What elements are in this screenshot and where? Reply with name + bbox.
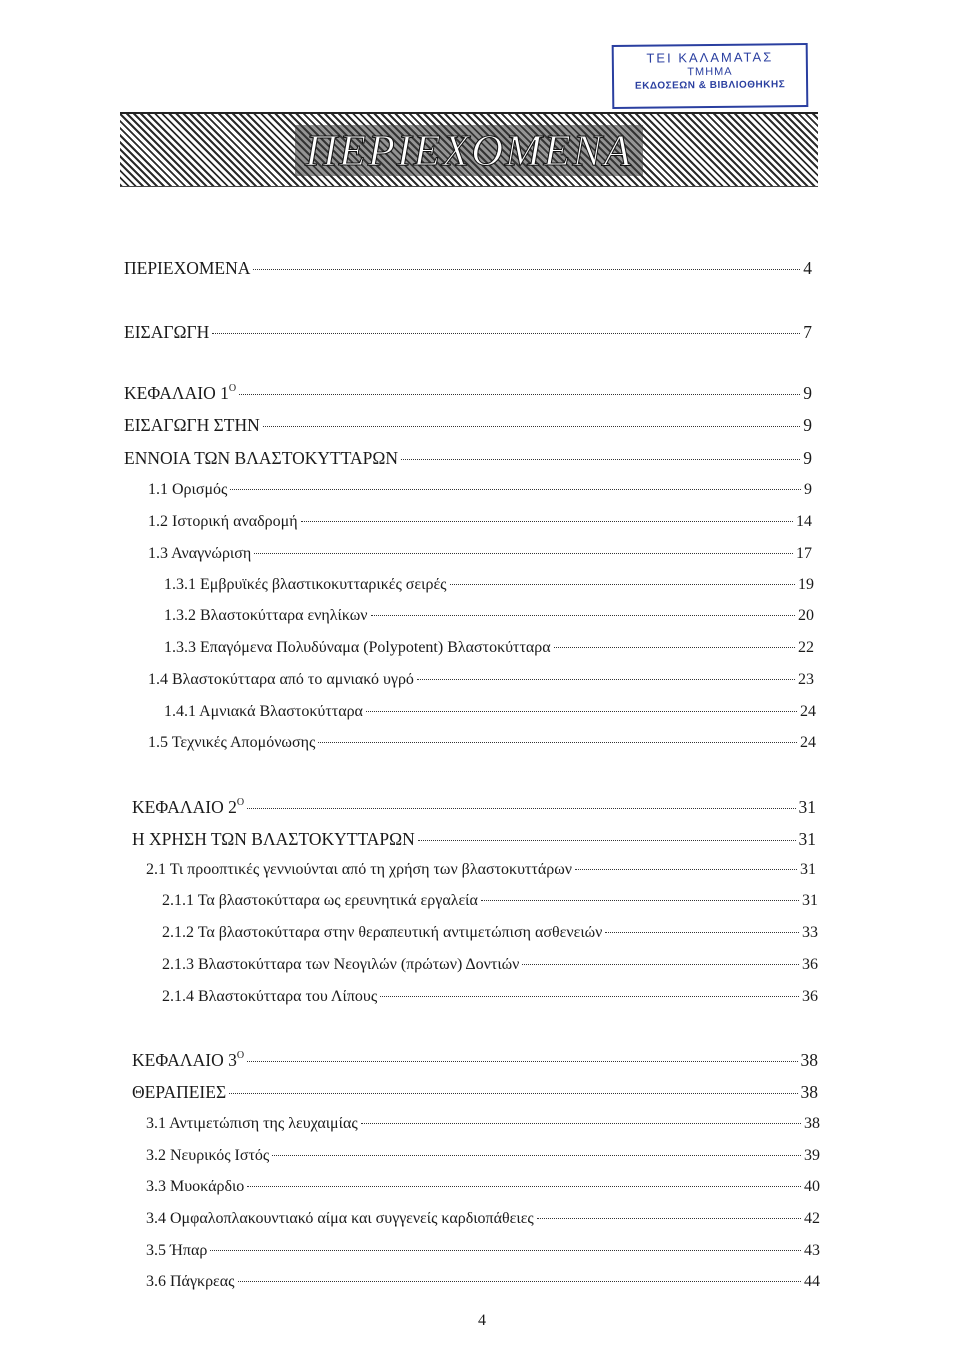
library-stamp xyxy=(612,43,809,109)
dot-leader xyxy=(230,489,801,490)
toc-entry-label xyxy=(132,1050,244,1070)
toc-entry-text: ΕΝΝΟΙΑ ΤΩΝ ΒΛΑΣΤΟΚΥΤΤΑΡΩΝ xyxy=(124,448,399,468)
toc-entry-page: 38 xyxy=(804,1115,820,1132)
toc-entry xyxy=(124,322,812,342)
toc-entry-page: 39 xyxy=(804,1147,820,1164)
toc-entry-page: 22 xyxy=(798,639,814,656)
toc-entry-label xyxy=(148,733,315,753)
toc-entry-text: ΚΕΦΑΛΑΙΟ 2 xyxy=(132,797,237,817)
toc-entry-page: 36 xyxy=(802,988,818,1005)
toc-entry-text: 3.4 Ομφαλοπλακουντιακό αίμα και συγγενείς καρδιοπάθειες xyxy=(146,1210,534,1227)
toc-entry-label xyxy=(146,1209,534,1229)
stamp-line-1: ΤΕΙ ΚΑΛΑΜΑΤΑΣ xyxy=(646,49,774,66)
dot-leader xyxy=(253,269,800,270)
dot-leader xyxy=(401,459,800,460)
toc-entry-label xyxy=(132,797,244,817)
toc-entry xyxy=(124,415,812,435)
dot-leader xyxy=(239,394,800,395)
dot-leader xyxy=(210,1250,801,1251)
toc-entry-page: 9 xyxy=(804,481,812,498)
toc-entry-page: 20 xyxy=(798,607,814,624)
dot-leader xyxy=(366,711,797,712)
toc-entry-page: 9 xyxy=(803,383,812,403)
toc-entry-label xyxy=(162,987,377,1007)
dot-leader xyxy=(318,742,797,743)
toc-entry-text: 1.4.1 Αμνιακά Βλαστοκύτταρα xyxy=(164,703,363,720)
dot-leader xyxy=(212,333,800,334)
dot-leader xyxy=(481,900,799,901)
toc-entry xyxy=(162,955,818,975)
toc-entry-text: 2.1.1 Τα βλαστοκύτταρα ως ερευνητικά εργαλεία xyxy=(162,892,478,909)
toc-entry-page: 44 xyxy=(804,1273,820,1290)
toc-entry-page: 31 xyxy=(802,892,818,909)
toc-entry-label xyxy=(148,544,251,564)
toc-entry-text: 2.1 Τι προοπτικές γεννιούνται από τη χρήση των βλαστοκυττάρων xyxy=(146,861,572,878)
toc-entry xyxy=(124,258,812,278)
toc-entry-page: 42 xyxy=(804,1210,820,1227)
toc-entry xyxy=(148,480,812,500)
toc-entry xyxy=(162,923,818,943)
toc-entry-text: 3.6 Πάγκρεας xyxy=(146,1273,235,1290)
banner-title: ΠΕΡΙΕΧΟΜΕΝΑ xyxy=(295,125,642,176)
toc-entry xyxy=(148,733,816,753)
title-banner xyxy=(120,112,818,187)
dot-leader xyxy=(361,1123,801,1124)
toc-entry-page: 23 xyxy=(798,671,814,688)
dot-leader xyxy=(418,840,796,841)
toc-entry-label xyxy=(164,575,447,595)
dot-leader xyxy=(272,1155,801,1156)
toc-entry-label xyxy=(148,480,227,500)
toc-entry-label xyxy=(162,955,519,975)
toc-entry-label xyxy=(162,923,602,943)
toc-entry-page: 19 xyxy=(798,576,814,593)
toc-entry-label xyxy=(124,322,209,342)
toc-entry-page: 36 xyxy=(802,956,818,973)
dot-leader xyxy=(522,964,799,965)
toc-entry-page: 4 xyxy=(803,258,812,278)
toc-entry-text: ΚΕΦΑΛΑΙΟ 3 xyxy=(132,1050,237,1070)
toc-entry-page: 43 xyxy=(804,1242,820,1259)
toc-entry xyxy=(146,1272,820,1292)
toc-entry xyxy=(132,797,816,817)
toc-entry-page: 31 xyxy=(800,861,816,878)
toc-entry-text: 3.2 Νευρικός Ιστός xyxy=(146,1147,270,1164)
toc-entry-text: 2.1.3 Βλαστοκύτταρα των Νεογιλών (πρώτων) Δοντιών xyxy=(162,956,520,973)
toc-entry-label xyxy=(148,512,298,532)
toc-entry xyxy=(164,638,814,658)
dot-leader xyxy=(417,679,795,680)
dot-leader xyxy=(605,932,799,933)
toc-entry-page: 38 xyxy=(800,1082,818,1102)
toc-entry-superscript: Ο xyxy=(236,1050,245,1061)
dot-leader xyxy=(247,808,795,809)
toc-entry-label xyxy=(146,1272,235,1292)
dot-leader xyxy=(380,996,799,997)
toc-entry-label xyxy=(124,448,398,468)
toc-entry-label xyxy=(132,1082,226,1102)
toc-entry-page: 24 xyxy=(800,703,816,720)
toc-entry-label xyxy=(164,702,363,722)
toc-entry-label xyxy=(124,415,260,435)
toc-entry-label xyxy=(146,1146,269,1166)
toc-entry-label xyxy=(124,258,250,278)
dot-leader xyxy=(247,1061,797,1062)
dot-leader xyxy=(247,1186,801,1187)
dot-leader xyxy=(254,553,793,554)
toc-entry xyxy=(132,829,816,849)
toc-entry-text: ΕΙΣΑΓΩΓΗ xyxy=(124,322,210,342)
dot-leader xyxy=(371,615,795,616)
toc-entry-label xyxy=(148,670,414,690)
toc-entry xyxy=(164,702,816,722)
dot-leader xyxy=(554,647,795,648)
toc-entry-superscript: Ο xyxy=(236,797,245,808)
toc-entry-label xyxy=(164,606,368,626)
dot-leader xyxy=(238,1281,802,1282)
toc-entry-page: 24 xyxy=(800,734,816,751)
toc-entry-page: 17 xyxy=(796,545,812,562)
toc-entry-label xyxy=(146,860,572,880)
toc-entry-label xyxy=(146,1177,244,1197)
toc-entry xyxy=(148,512,812,532)
toc-entry-page: 40 xyxy=(804,1178,820,1195)
toc-entry-label xyxy=(146,1114,358,1134)
toc-entry-text: 1.3.3 Επαγόμενα Πολυδύναμα (Polypotent) Βλαστοκύτταρα xyxy=(164,639,551,656)
toc-entry-label xyxy=(132,829,415,849)
toc-entry xyxy=(124,448,812,468)
toc-entry xyxy=(162,987,818,1007)
toc-entry-text: 1.3 Αναγνώριση xyxy=(148,545,252,562)
toc-entry-text: 1.3.1 Εμβρυϊκές βλαστικοκυτταρικές σειρές xyxy=(164,576,447,593)
toc-entry-text: 1.2 Ιστορική αναδρομή xyxy=(148,513,298,530)
toc-entry-text: ΕΙΣΑΓΩΓΗ ΣΤΗΝ xyxy=(124,415,260,435)
toc-entry-text: 2.1.4 Βλαστοκύτταρα του Λίπους xyxy=(162,988,378,1005)
dot-leader xyxy=(537,1218,801,1219)
toc-entry xyxy=(146,1114,820,1134)
toc-entry xyxy=(146,1177,820,1197)
toc-entry-page: 38 xyxy=(800,1050,818,1070)
toc-entry-text: ΠΕΡΙΕΧΟΜΕΝΑ xyxy=(124,258,251,278)
toc-entry xyxy=(124,383,812,403)
toc-entry xyxy=(146,1241,820,1261)
toc-entry xyxy=(162,891,818,911)
stamp-line-2: ΤΜΗΜΑ xyxy=(687,65,733,79)
toc-entry-label xyxy=(164,638,551,658)
stamp-line-3: ΕΚΔΟΣΕΩΝ & ΒΙΒΛΙΟΘΗΚΗΣ xyxy=(634,79,786,92)
page-number: 4 xyxy=(478,1312,486,1329)
toc-entry-label xyxy=(162,891,478,911)
toc-entry-text: 1.5 Τεχνικές Απομόνωσης xyxy=(148,734,316,751)
toc-entry xyxy=(146,1146,820,1166)
toc-entry-page: 9 xyxy=(803,448,812,468)
toc-entry-text: Η ΧΡΗΣΗ ΤΩΝ ΒΛΑΣΤΟΚΥΤΤΑΡΩΝ xyxy=(132,829,415,849)
toc-entry-text: 1.1 Ορισμός xyxy=(148,481,228,498)
toc-entry-text: ΘΕΡΑΠΕΙΕΣ xyxy=(132,1082,227,1102)
toc-entry-superscript: Ο xyxy=(228,383,237,394)
toc-entry-text: 3.3 Μυοκάρδιο xyxy=(146,1178,245,1195)
toc-entry-text: ΚΕΦΑΛΑΙΟ 1 xyxy=(124,383,229,403)
toc-entry-page: 31 xyxy=(798,829,816,849)
dot-leader xyxy=(263,426,801,427)
toc-entry-text: 1.4 Βλαστοκύτταρα από το αμνιακό υγρό xyxy=(148,671,414,688)
toc-entry-text: 3.1 Αντιμετώπιση της λευχαιμίας xyxy=(146,1115,358,1132)
toc-entry-page: 9 xyxy=(803,415,812,435)
toc-entry-label xyxy=(124,383,236,403)
toc-entry xyxy=(146,860,816,880)
toc-entry-page: 14 xyxy=(796,513,812,530)
toc-entry xyxy=(164,606,814,626)
toc-entry-page: 33 xyxy=(802,924,818,941)
dot-leader xyxy=(301,521,793,522)
toc-entry-text: 2.1.2 Τα βλαστοκύτταρα στην θεραπευτική αντιμετώπιση ασθενειών xyxy=(162,924,603,941)
toc-entry-text: 3.5 Ήπαρ xyxy=(146,1242,208,1259)
dot-leader xyxy=(575,869,797,870)
toc-entry-page: 31 xyxy=(798,797,816,817)
dot-leader xyxy=(450,584,796,585)
toc-entry xyxy=(148,670,814,690)
toc-entry xyxy=(164,575,814,595)
toc-entry-label xyxy=(146,1241,207,1261)
toc-entry xyxy=(146,1209,820,1229)
toc-entry xyxy=(132,1050,818,1070)
toc-entry xyxy=(148,544,812,564)
toc-entry xyxy=(132,1082,818,1102)
dot-leader xyxy=(229,1093,797,1094)
toc-entry-page: 7 xyxy=(803,322,812,342)
toc-entry-text: 1.3.2 Βλαστοκύτταρα ενηλίκων xyxy=(164,607,368,624)
